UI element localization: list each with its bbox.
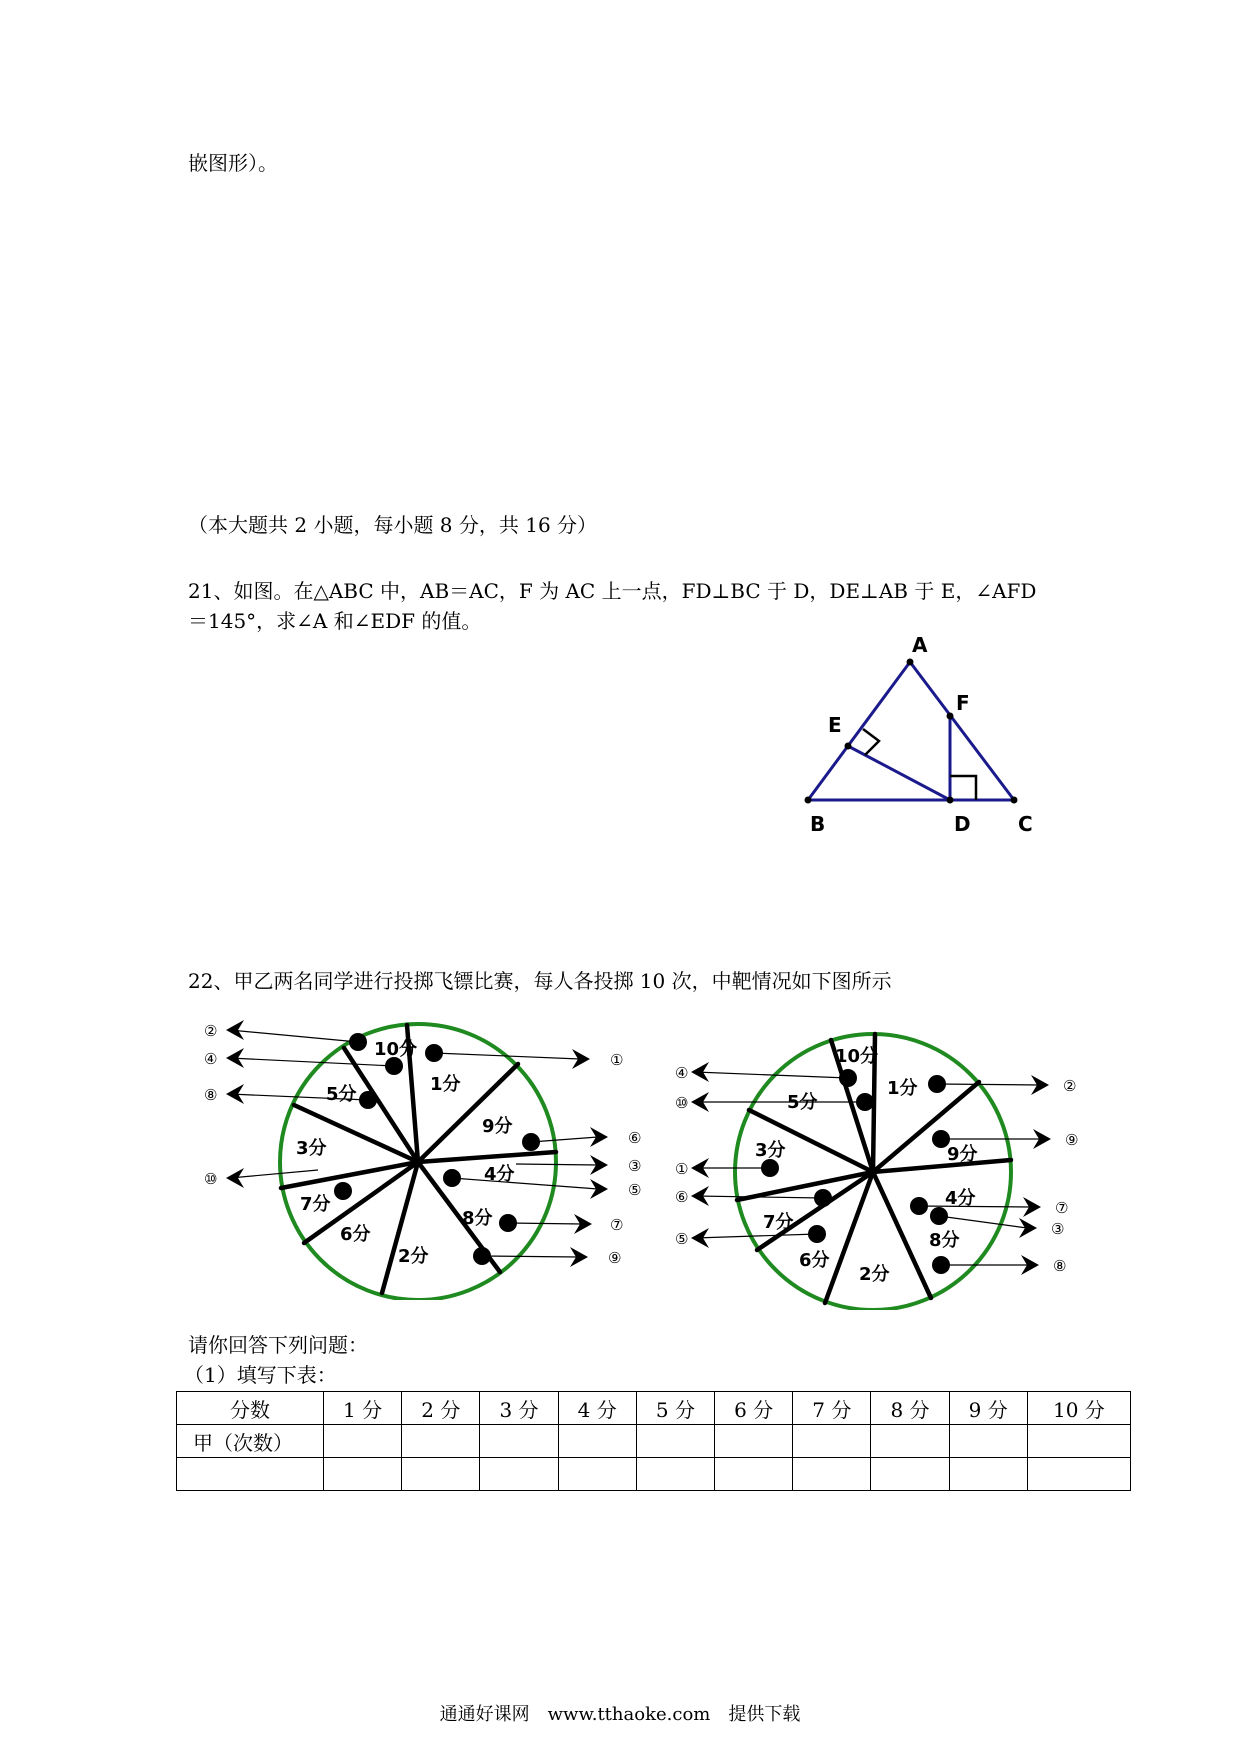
dart-label: ⑤ [628, 1181, 642, 1199]
table-header-cell: 1 分 [324, 1392, 402, 1425]
blank-cell[interactable] [480, 1458, 558, 1491]
section-note: （本大题共 2 小题，每小题 8 分，共 16 分） [188, 513, 598, 537]
blank-cell[interactable] [871, 1425, 949, 1458]
table-header-cell: 9 分 [949, 1392, 1027, 1425]
blank-cell[interactable] [636, 1458, 714, 1491]
q21-line1: 21、如图。在△ABC 中，AB＝AC，F 为 AC 上一点，FD⊥BC 于 D，DE⊥AB 于 E，∠AFD [188, 579, 1037, 603]
table-header-cell: 10 分 [1027, 1392, 1130, 1425]
label-a: A [912, 633, 928, 657]
table-row [177, 1425, 1131, 1458]
dart-label: ⑩ [204, 1170, 218, 1188]
segment-de [848, 746, 950, 800]
sector-label: 3分 [755, 1140, 786, 1161]
blank-cell[interactable] [871, 1458, 949, 1491]
label-e: E [828, 713, 842, 737]
table-header-cell: 3 分 [480, 1392, 558, 1425]
sector-label: 6分 [340, 1224, 371, 1245]
dart-label: ③ [628, 1157, 642, 1175]
sector-label: 9分 [947, 1144, 978, 1165]
dart-label: ⑦ [1055, 1199, 1069, 1217]
sector-label: 6分 [799, 1250, 830, 1271]
table-header-cell: 6 分 [715, 1392, 793, 1425]
dart-label: ⑤ [675, 1230, 689, 1248]
right-angle-e [863, 729, 879, 755]
blank-cell[interactable] [715, 1458, 793, 1491]
label-d: D [954, 812, 971, 836]
blank-cell[interactable] [949, 1458, 1027, 1491]
sub-question-1: （1）填写下表： [184, 1363, 337, 1387]
sector-label: 10分 [374, 1039, 418, 1060]
table-header-cell: 7 分 [793, 1392, 871, 1425]
dart-label: ⑧ [204, 1086, 218, 1104]
sector-label: 7分 [763, 1212, 794, 1233]
blank-cell[interactable] [177, 1458, 324, 1491]
dart-label: ⑩ [675, 1094, 689, 1112]
right-angle-d [950, 776, 976, 800]
sector-label: 9分 [482, 1116, 513, 1137]
blank-cell[interactable] [793, 1425, 871, 1458]
sector-label: 5分 [326, 1084, 357, 1105]
dartboard-2 [675, 1010, 1105, 1310]
dart-label: ⑨ [1065, 1131, 1079, 1149]
blank-cell[interactable] [558, 1425, 636, 1458]
sector-label: 2分 [398, 1246, 429, 1267]
page-footer: 通通好课网 www.tthaoke.com 提供下载 [439, 1704, 801, 1725]
triangle-figure [790, 630, 1060, 840]
sector-label: 1分 [887, 1078, 918, 1099]
label-f: F [956, 691, 970, 715]
label-c: C [1018, 812, 1033, 836]
table-header-cell: 8 分 [871, 1392, 949, 1425]
blank-cell[interactable] [558, 1458, 636, 1491]
dart-label: ③ [1051, 1220, 1065, 1238]
q22-text: 22、甲乙两名同学进行投掷飞镖比赛，每人各投掷 10 次，中靶情况如下图所示 [188, 969, 892, 993]
blank-cell[interactable] [402, 1425, 480, 1458]
score-table [176, 1391, 1131, 1491]
table-header-cell: 4 分 [558, 1392, 636, 1425]
continued-text: 嵌图形）。 [188, 151, 278, 175]
sector-label: 4分 [484, 1164, 515, 1185]
dart-label: ① [610, 1051, 624, 1069]
blank-cell[interactable] [715, 1425, 793, 1458]
sector-label: 2分 [859, 1264, 890, 1285]
sector-label: 10分 [835, 1046, 879, 1067]
dart-label: ② [1063, 1077, 1077, 1095]
table-header-cell: 5 分 [636, 1392, 714, 1425]
label-b: B [810, 812, 826, 836]
blank-cell[interactable] [402, 1458, 480, 1491]
row-label-jia: 甲（次数） [177, 1425, 324, 1458]
sector-label: 3分 [296, 1138, 327, 1159]
dart-label: ⑥ [628, 1129, 642, 1147]
dart-label: ⑧ [1053, 1257, 1067, 1275]
blank-cell[interactable] [480, 1425, 558, 1458]
dart-label: ④ [204, 1050, 218, 1068]
sector-label: 8分 [462, 1208, 493, 1229]
dart-label: ② [204, 1022, 218, 1040]
table-row [177, 1458, 1131, 1491]
table-header-row [177, 1392, 1131, 1425]
dartboard-1 [200, 1000, 650, 1300]
dart-label: ① [675, 1160, 689, 1178]
blank-cell[interactable] [324, 1425, 402, 1458]
question-intro: 请你回答下列问题： [188, 1333, 368, 1357]
blank-cell[interactable] [793, 1458, 871, 1491]
blank-cell[interactable] [636, 1425, 714, 1458]
sector-label: 5分 [787, 1092, 818, 1113]
sector-label: 7分 [300, 1194, 331, 1215]
table-header-cell: 分数 [177, 1392, 324, 1425]
table-header-cell: 2 分 [402, 1392, 480, 1425]
sector-label: 8分 [929, 1230, 960, 1251]
dart-label: ⑥ [675, 1188, 689, 1206]
blank-cell[interactable] [1027, 1458, 1130, 1491]
blank-cell[interactable] [1027, 1425, 1130, 1458]
dart-label: ④ [675, 1064, 689, 1082]
sector-label: 4分 [945, 1188, 976, 1209]
blank-cell[interactable] [324, 1458, 402, 1491]
dart-label: ⑨ [608, 1249, 622, 1267]
dart-label: ⑦ [610, 1216, 624, 1234]
q21-line2: ＝145°，求∠A 和∠EDF 的值。 [188, 609, 482, 633]
blank-cell[interactable] [949, 1425, 1027, 1458]
sector-label: 1分 [430, 1074, 461, 1095]
